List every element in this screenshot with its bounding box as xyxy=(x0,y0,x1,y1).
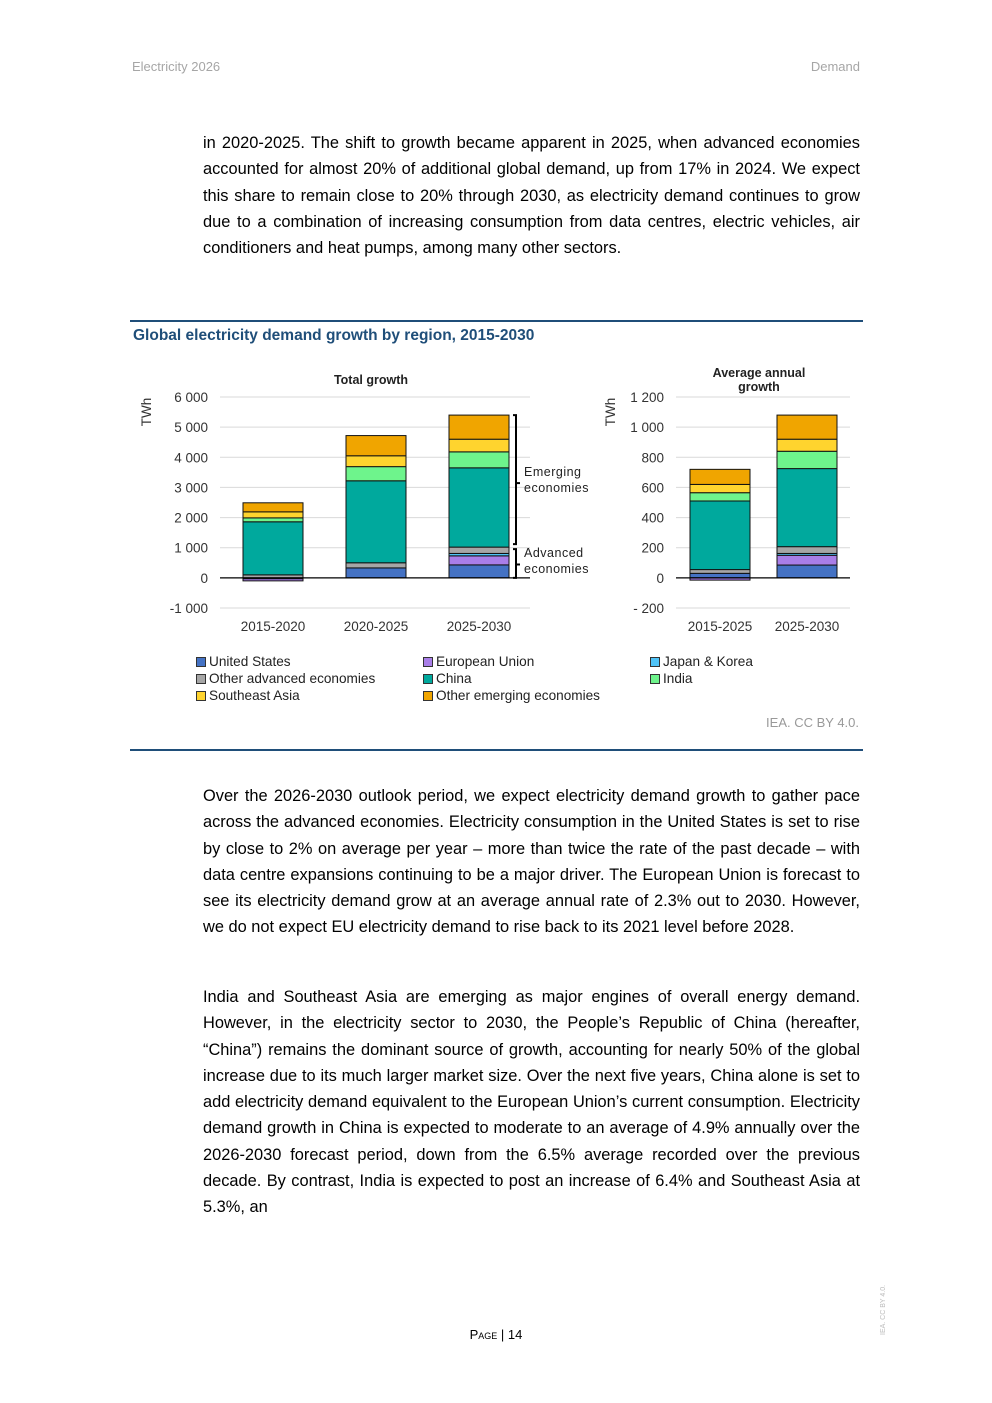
annotation-emerging: Emerging xyxy=(524,465,582,479)
chart-title: growth xyxy=(738,380,780,394)
legend-label: United States xyxy=(209,654,291,669)
y-tick-label: 400 xyxy=(641,510,664,526)
average-annual-growth-chart xyxy=(603,366,850,634)
legend-label: India xyxy=(663,671,693,686)
bar-segment-china xyxy=(346,481,406,563)
figure-credit: IEA. CC BY 4.0. xyxy=(766,715,859,730)
page-number-value: 14 xyxy=(507,1327,523,1342)
legend-swatch xyxy=(650,657,660,667)
legend-item xyxy=(196,671,375,686)
bar-segment-other-advanced-economies xyxy=(346,563,406,568)
legend-item xyxy=(423,654,534,669)
legend-swatch xyxy=(423,691,433,701)
bar-segment-india xyxy=(690,493,750,501)
bar-segment-southeast-asia xyxy=(243,512,303,518)
legend-label: Southeast Asia xyxy=(209,688,300,703)
page-label: Page xyxy=(469,1327,498,1342)
bar-segment-india xyxy=(243,518,303,522)
bar-segment-southeast-asia xyxy=(449,439,509,452)
y-tick-label: 5 000 xyxy=(174,420,208,436)
bar-segment-india xyxy=(777,451,837,468)
legend-label: Japan & Korea xyxy=(663,654,753,669)
legend-swatch xyxy=(196,691,206,701)
bar-segment-india xyxy=(449,452,509,468)
annotation-emerging: economies xyxy=(524,481,589,495)
bar-segment-united-states xyxy=(346,568,406,578)
y-tick-label: 3 000 xyxy=(174,480,208,496)
bar-segment-southeast-asia xyxy=(346,456,406,467)
legend-item xyxy=(650,671,692,686)
bar-segment-united-states xyxy=(777,565,837,578)
bar-segment-southeast-asia xyxy=(777,439,837,451)
bar-segment-india xyxy=(346,467,406,481)
bar-segment-china xyxy=(449,468,509,547)
bar-segment-united-states xyxy=(449,565,509,578)
y-tick-label: -1 000 xyxy=(169,601,208,616)
y-tick-label: 1 200 xyxy=(630,390,664,405)
y-tick-label: 0 xyxy=(200,570,208,586)
bar-segment-china xyxy=(690,501,750,570)
y-tick-label: 2 000 xyxy=(174,510,208,526)
y-tick-label: 4 000 xyxy=(174,450,208,466)
bar-segment-china xyxy=(243,522,303,575)
y-tick-label: 6 000 xyxy=(174,390,208,405)
x-category-label: 2015-2025 xyxy=(687,619,753,634)
bar-segment-other-advanced-economies xyxy=(777,547,837,554)
bar-segment-european-union xyxy=(243,579,303,581)
bar-segment-european-union xyxy=(449,556,509,565)
bar-segment-other-advanced-economies xyxy=(690,570,750,574)
x-category-label: 2020-2025 xyxy=(343,619,409,634)
annotation-advanced: economies xyxy=(524,562,589,576)
emerging-brace xyxy=(513,415,516,544)
figure-title: Global electricity demand growth by region, 2015-2030 xyxy=(133,327,535,344)
chart-title: Total growth xyxy=(333,373,409,387)
legend-swatch xyxy=(423,657,433,667)
x-category-label: 2025-2030 xyxy=(774,619,840,634)
y-axis-label: TWh xyxy=(139,397,154,427)
x-category-label: 2015-2020 xyxy=(240,619,306,634)
legend-swatch xyxy=(196,674,206,684)
bar-segment-southeast-asia xyxy=(690,484,750,492)
body-paragraph: India and Southeast Asia are emerging as major engines of overall energy demand. However, in the electricity sector to 2030, the People’s Republic of China (hereafter, “China”) remains the dominant source of growth, accounting for nearly 50% of the global increase due to its much larger market size. Over the next five years, China alone is set to add electricity demand equivalent to the European Union’s current consumption. Electricity demand growth in China is expected to moderate to an average of 4.9% annually over the 2026-2030 forecast period, down from the 6.5% average recorded over the previous decade. By contrast, India is expected to post an increase of 6.4% and Southeast Asia at 5.3%, an xyxy=(203,988,860,1217)
bar-segment-other-emerging-economies xyxy=(346,436,406,456)
advanced-brace xyxy=(513,549,516,578)
page-number: Page | 14 xyxy=(469,1327,523,1342)
y-tick-label: 0 xyxy=(656,570,664,586)
legend-swatch xyxy=(650,674,660,684)
bar-segment-other-emerging-economies xyxy=(449,415,509,439)
chart-title: Average annual xyxy=(712,366,806,380)
legend-label: China xyxy=(436,671,472,686)
y-tick-label: 800 xyxy=(641,450,664,466)
body-paragraph: Over the 2026-2030 outlook period, we expect electricity demand growth to gather pace across the advanced economies. Electricity consumption in the United States is set to rise by close to 2% on average per year – more than twice the rate of the past decade – with data centre expansions continuing to be a major driver. The European Union is forecast to see its electricity demand grow at an average annual rate of 2.3% out to 2030. However, we do not expect EU electricity demand to rise back to its 2021 level before 2028. xyxy=(203,787,860,937)
legend-item xyxy=(650,654,753,669)
legend-swatch xyxy=(196,657,206,667)
bar-segment-european-union xyxy=(777,555,837,565)
legend-item xyxy=(423,671,472,686)
body-paragraph: in 2020-2025. The shift to growth became apparent in 2025, when advanced economies accounted for almost 20% of additional global demand, up from 17% in 2024. We expect this share to remain close to 20% through 2030, as electricity demand continues to grow due to a combination of increasing consumption from data centres, electric vehicles, air conditioners and heat pumps, among many other sectors. xyxy=(203,134,860,258)
legend-item xyxy=(196,654,291,669)
total-growth-chart xyxy=(139,373,589,634)
figure-bottom-rule xyxy=(130,749,863,751)
legend-label: European Union xyxy=(436,654,535,669)
legend-swatch xyxy=(423,674,433,684)
annotation-advanced: Advanced xyxy=(524,546,584,560)
legend-label: Other emerging economies xyxy=(436,688,600,703)
bar-segment-other-advanced-economies xyxy=(449,547,509,553)
legend-item xyxy=(196,688,300,703)
y-tick-label: 200 xyxy=(641,540,664,556)
bar-segment-other-emerging-economies xyxy=(690,469,750,484)
bar-segment-other-emerging-economies xyxy=(777,415,837,439)
y-tick-label: 600 xyxy=(641,480,664,496)
y-tick-label: 1 000 xyxy=(630,420,664,436)
running-header-section: Demand xyxy=(810,59,860,74)
side-credit: IEA. CC BY 4.0. xyxy=(880,1284,887,1335)
y-tick-label: 1 000 xyxy=(174,540,208,556)
bar-segment-united-states xyxy=(690,573,750,578)
bar-segment-other-emerging-economies xyxy=(243,503,303,512)
legend-item xyxy=(423,688,600,703)
bar-segment-china xyxy=(777,469,837,547)
y-axis-label: TWh xyxy=(603,397,618,427)
x-category-label: 2025-2030 xyxy=(446,619,512,634)
legend-label: Other advanced economies xyxy=(209,671,376,686)
running-header-title: Electricity 2026 xyxy=(132,59,221,74)
y-tick-label: - 200 xyxy=(633,601,664,616)
